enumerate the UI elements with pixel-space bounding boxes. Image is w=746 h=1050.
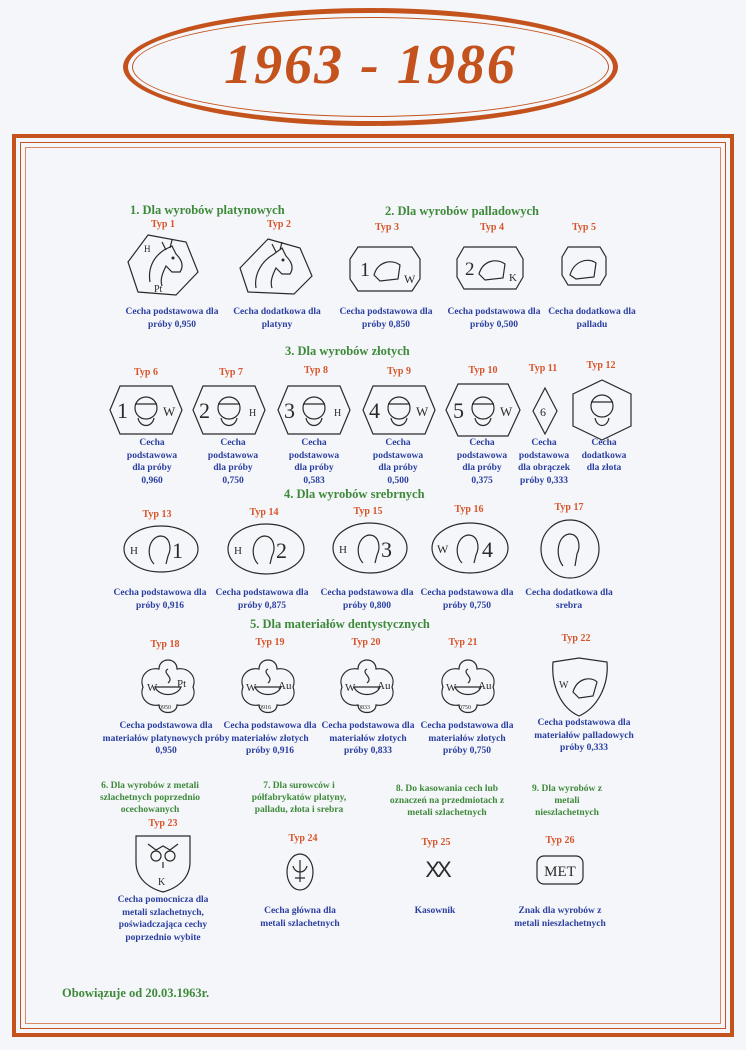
type-label: Typ 24 [288,833,318,844]
stamp-fineness: 0950 [159,705,171,711]
type-caption: Znak dla wyrobów z metali nieszlachetnych [514,906,606,929]
type-label: Typ 4 [480,222,504,233]
stamp-metal: Au [377,680,391,692]
stamp-letter: W [163,404,176,419]
type-caption: Cecha podstawowa dla próby 0,750 [420,588,514,611]
stamp-number: 3 [381,537,392,562]
stamp-number: 2 [465,259,475,280]
stamp-letter: W [500,404,513,419]
type-label: Typ 13 [142,509,172,520]
stamp-fineness: 0833 [358,705,370,711]
type-label: Typ 2 [267,219,291,230]
type-caption: Cecha podstawowa dla próby 0,375 [456,438,508,486]
hallmark-griffin-head [560,245,608,287]
stamp-letter: W [246,682,257,694]
title-oval [123,8,618,126]
stamp-metal: Au [478,680,492,692]
hallmark-woman-h2 [226,522,306,576]
type-label: Typ 26 [545,835,575,846]
stamp-number: 6 [540,405,546,419]
type-label: Typ 6 [134,367,158,378]
type-label: Typ 16 [454,504,484,515]
page-title: 1963 - 1986 [224,34,517,96]
stamp-number: 1 [360,259,370,281]
hallmark-griffin-2k [455,245,525,291]
type-label: Typ 12 [586,360,616,371]
stamp-letter: W [345,682,356,694]
type-caption: Cecha podstawowa dla próby 0,750 [207,438,259,486]
hallmark-woman-h3 [331,521,409,575]
section-5-heading: 5. Dla materiałów dentystycznych [250,617,430,631]
hallmark-dental-au [332,655,402,717]
stamp-number: 2 [276,538,287,563]
stamp-letter: W [559,680,569,691]
stamp-letter: H [249,408,257,419]
section-9-heading: 9. Dla wyrobów z metali nieszlachetnych [531,784,603,818]
type-caption: Cecha podstawowa dla próby 0,916 [113,588,207,611]
type-label: Typ 18 [150,639,180,650]
type-label: Typ 7 [219,367,243,378]
type-label: Typ 17 [554,502,584,513]
type-label: Typ 10 [468,365,498,376]
stamp-number: 1 [117,398,128,423]
hallmark-woman-h1 [122,524,200,574]
type-caption: Cecha podstawowa dla próby 0,875 [215,588,309,611]
hallmark-head-3h [276,384,352,436]
type-label: Typ 22 [561,633,591,644]
hallmark-woman-silver [539,518,601,580]
type-caption: Cecha podstawowa dla materiałów palladowych próby 0,333 [534,718,634,753]
hallmark-head-gold [571,378,633,442]
type-caption: Cecha podstawowa dla próby 0,583 [288,438,340,486]
hallmark-dental-au [233,655,303,717]
stamp-letter: W [416,404,429,419]
stamp-metal: Pt [177,678,187,690]
hallmark-met [535,854,585,886]
stamp-letter: W [446,682,457,694]
hallmark-woman-w4 [430,521,510,575]
type-caption: Cecha podstawowa dla próby 0,960 [126,438,178,486]
type-caption: Cecha podstawowa dla materiałów złotych próby 0,833 [321,721,415,756]
type-label: Typ 3 [375,222,399,233]
section-2-heading: 2. Dla wyrobów palladowych [385,204,539,218]
hallmark-dental-au [433,655,503,717]
stamp-number: 2 [199,398,210,423]
type-label: Typ 23 [148,818,178,829]
section-4-heading: 4. Dla wyrobów srebrnych [284,487,425,501]
type-label: Typ 25 [421,837,451,848]
type-caption: Cecha podstawowa dla próby 0,850 [339,307,433,330]
hallmark-head-1w [108,384,184,436]
section-3-heading: 3. Dla wyrobów złotych [285,344,410,358]
stamp-letter: H [234,545,242,557]
type-caption: Cecha podstawowa dla próby 0,500 [447,307,541,330]
type-caption: Cecha główna dla metali szlachetnych [260,906,340,929]
stamp-letter: K [509,272,517,284]
type-caption: Cecha podstawowa dla materiałów platynowych próby 0,950 [102,721,230,756]
stamp-letter: H [130,545,138,557]
cancel-mark-xx: XX [425,857,449,882]
hallmark-head-5w [444,382,522,438]
hallmark-griffin-1w [348,245,422,293]
type-caption: Cecha podstawowa dla próby 0,500 [372,438,424,486]
type-label: Typ 5 [572,222,596,233]
section-6-heading: 6. Dla wyrobów z metali szlachetnych poprzednio ocechowanych [99,781,200,815]
hallmark-owl-shield [132,832,194,894]
type-label: Typ 21 [448,637,478,648]
type-caption: Cecha dodatkowa dla palladu [548,307,636,330]
hallmark-horse-head-pt [126,232,200,298]
type-label: Typ 8 [304,365,328,376]
section-8-heading: 8. Do kasowania cech lub oznaczeń na przedmiotach z metali szlachetnych [389,784,505,818]
type-caption: Cecha podstawowa dla materiałów złotych próby 0,750 [420,721,514,756]
hallmark-horse-head [238,236,314,298]
hallmark-head-2h [191,384,267,436]
type-caption: Cecha dodatkowa dla złota [581,438,627,473]
hallmark-dental-palladium [549,656,611,718]
type-label: Typ 19 [255,637,285,648]
stamp-fineness: 0750 [459,705,471,711]
validity-note: Obowiązuje od 20.03.1963r. [62,986,210,1000]
stamp-number: 4 [482,537,493,562]
stamp-letter: W [437,542,449,556]
stamp-metal: Au [278,680,292,692]
type-label: Typ 20 [351,637,381,648]
stamp-text: MET [544,864,576,880]
stamp-metal: Pt [154,284,163,295]
hallmark-dental-pt [131,655,205,717]
stamp-number: 3 [284,398,295,423]
stamp-letter: H [334,408,342,419]
type-caption: Cecha dodatkowa dla srebra [525,588,613,611]
type-label: Typ 9 [387,366,411,377]
type-caption: Cecha pomocnicza dla metali szlachetnych, poświadczająca cechy poprzednio wybite [117,895,209,943]
type-caption: Kasownik [414,906,456,916]
type-caption: Cecha podstawowa dla próby 0,950 [125,307,219,330]
type-caption: Cecha podstawowa dla obrączek próby 0,333 [518,438,570,486]
type-caption: Cecha podstawowa dla materiałów złotych próby 0,916 [223,721,317,756]
type-caption: Cecha dodatkowa dla platyny [233,307,321,330]
stamp-number: 1 [172,538,183,563]
section-7-heading: 7. Dla surowców i półfabrykatów platyny, palladu, złota i srebra [251,781,347,815]
type-caption: Cecha podstawowa dla próby 0,800 [320,588,414,611]
section-1-heading: 1. Dla wyrobów platynowych [130,203,285,217]
type-label: Typ 1 [151,219,175,230]
hallmark-head-4w [361,384,437,436]
type-label: Typ 11 [528,363,558,374]
stamp-number: 4 [369,398,380,423]
type-label: Typ 15 [353,506,383,517]
type-label: Typ 14 [249,507,279,518]
stamp-number: 5 [453,398,464,423]
stamp-letter: W [404,272,416,286]
hallmark-ring-diamond [531,386,559,436]
hallmark-eagle [285,852,315,892]
stamp-letter: H [339,544,347,556]
stamp-letter: H [144,244,151,254]
stamp-letter: K [158,877,166,888]
stamp-fineness: 0916 [259,705,271,711]
stamp-letter: W [147,682,158,694]
